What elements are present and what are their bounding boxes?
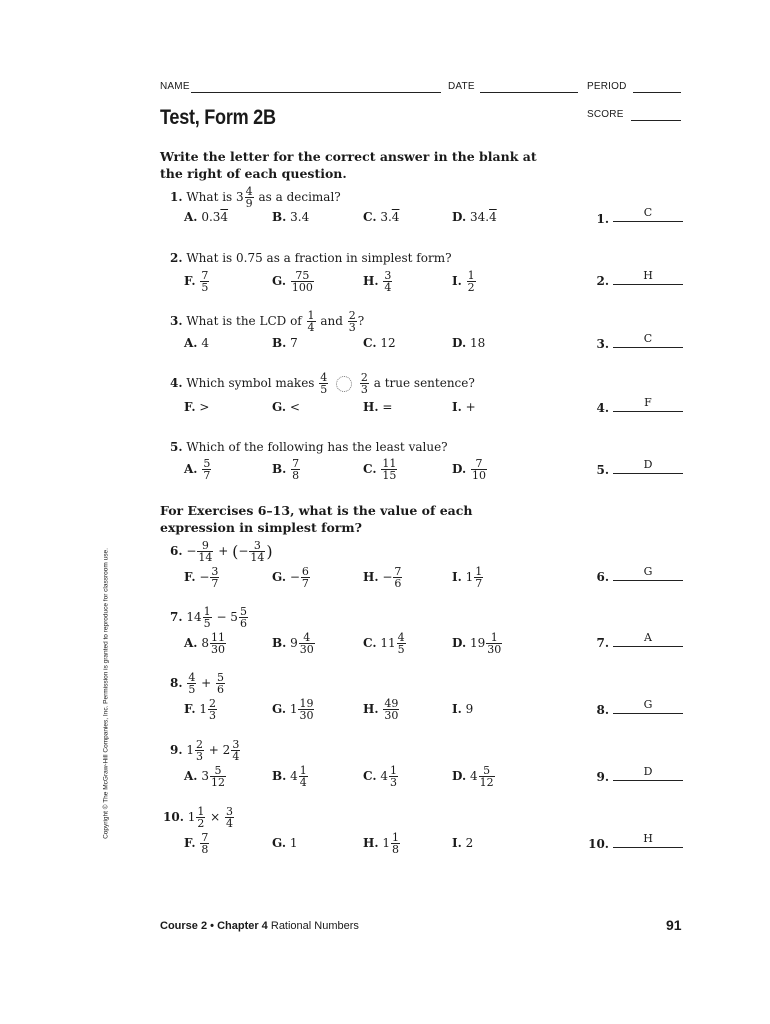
option-10h: H. 1 $\frac{1}{8}$ [363,831,399,856]
option-7b: B. 9 $\frac{4}{30}$ [272,631,314,656]
answer-number-6: 6. [596,570,609,584]
option-3d: D. 18 [452,336,486,350]
answer-blank-5[interactable]: D [613,459,683,474]
option-8f: F. 1 $\frac{2}{3}$ [184,697,216,722]
question-number: 6. [170,544,183,558]
option-2i: I. $\frac{1}{2}$ [452,269,475,294]
option-1a: A. 0.34 [184,210,229,224]
question-3: 3. What is the LCD of $\frac{1}{4}$ and $\frac{2}{3}$ ? [170,309,365,334]
option-3a: A. 4 [184,336,209,350]
option-6h: H. − $\frac{7}{6}$ [363,565,402,590]
answer-number-3: 3. [596,337,609,351]
answer-blank-3[interactable]: C [613,333,683,348]
answer-number-2: 2. [596,274,609,288]
course-label: Course 2 [160,920,208,932]
copyright-notice: Copyright © The McGraw-Hill Companies, Inc. Permission is granted to reproduce for classroom use. [102,548,110,839]
question-number: 10. [163,810,184,824]
period-label: PERIOD [587,81,627,92]
page-number: 91 [666,917,682,933]
answer-blank-8[interactable]: G [613,699,683,714]
question-number: 5. [170,440,183,454]
option-6g: G. − $\frac{6}{7}$ [272,565,309,590]
instructions-2: For Exercises 6–13, what is the value of each expression in simplest form? [160,503,473,535]
answer-blank-1[interactable]: C [613,207,683,222]
option-2h: H. $\frac{3}{4}$ [363,269,392,294]
option-9b: B. 4 $\frac{1}{4}$ [272,764,307,789]
option-4f: F. > [184,400,210,414]
answer-number-10: 10. [588,837,609,851]
option-2g: G. $\frac{75}{100}$ [272,269,313,294]
question-number: 2. [170,251,183,265]
question-10: 10. 1 $\frac{1}{2}$ × $\frac{3}{4}$ [163,805,234,830]
question-7: 7. 14 $\frac{1}{5}$ − 5 $\frac{5}{6}$ [170,605,247,630]
footer-bullet: • [210,920,214,932]
option-9c: C. 4 $\frac{1}{3}$ [363,764,397,789]
option-1c: C. 3.4 [363,210,400,224]
question-9: 9. 1 $\frac{2}{3}$ + 2 $\frac{3}{4}$ [170,738,240,763]
option-7a: A. 8 $\frac{11}{30}$ [184,631,225,656]
chapter-label: Chapter 4 [217,920,268,932]
option-1d: D. 34.4 [452,210,497,224]
answer-number-1: 1. [596,212,609,226]
question-8: 8. $\frac{4}{5}$ + $\frac{5}{6}$ [170,671,225,696]
date-field[interactable] [480,92,578,93]
option-5c: C. $\frac{11}{15}$ [363,457,397,482]
question-number: 4. [170,376,183,390]
option-8i: I. 9 [452,702,474,716]
option-4i: I. + [452,400,476,414]
option-3c: C. 12 [363,336,396,350]
option-10i: I. 2 [452,836,474,850]
option-4g: G. < [272,400,300,414]
option-10f: F. $\frac{7}{8}$ [184,831,209,856]
question-1: 1. What is 3 $\frac{4}{9}$ as a decimal? [170,185,341,210]
question-6: 6. − $\frac{9}{14}$ + (− $\frac{3}{14}$ ) [170,539,273,564]
question-number: 3. [170,314,183,328]
question-5: 5. Which of the following has the least value? [170,440,448,454]
option-6i: I. 1 $\frac{1}{7}$ [452,565,483,590]
option-5b: B. $\frac{7}{8}$ [272,457,300,482]
score-label: SCORE [587,109,624,120]
page-title: Test, Form 2B [160,106,276,129]
answer-number-9: 9. [596,770,609,784]
question-number: 8. [170,676,183,690]
answer-blank-10[interactable]: H [613,833,683,848]
option-9d: D. 4 $\frac{5}{12}$ [452,764,494,789]
answer-blank-4[interactable]: F [613,397,683,412]
name-field[interactable] [191,92,441,93]
option-8h: H. $\frac{49}{30}$ [363,697,399,722]
answer-number-4: 4. [596,401,609,415]
answer-number-8: 8. [596,703,609,717]
option-6f: F. − $\frac{3}{7}$ [184,565,219,590]
question-number: 1. [170,190,183,204]
question-number: 9. [170,743,183,757]
blank-symbol-icon [336,376,352,392]
question-number: 7. [170,610,183,624]
answer-blank-9[interactable]: D [613,766,683,781]
option-8g: G. 1 $\frac{19}{30}$ [272,697,314,722]
option-5d: D. $\frac{7}{10}$ [452,457,486,482]
option-9a: A. 3 $\frac{5}{12}$ [184,764,225,789]
answer-number-5: 5. [596,463,609,477]
option-4h: H. = [363,400,393,414]
date-label: DATE [448,81,475,92]
option-1b: B. 3.4 [272,210,310,224]
option-3b: B. 7 [272,336,298,350]
option-7d: D. 19 $\frac{1}{30}$ [452,631,502,656]
score-field[interactable] [631,120,681,121]
name-label: NAME [160,81,190,92]
answer-number-7: 7. [596,636,609,650]
option-5a: A. $\frac{5}{7}$ [184,457,211,482]
question-4: 4. Which symbol makes $\frac{4}{5}$ $\frac{2}{3}$ a true sentence? [170,371,475,396]
answer-blank-6[interactable]: G [613,566,683,581]
period-field[interactable] [633,92,681,93]
option-2f: F. $\frac{7}{5}$ [184,269,209,294]
question-2: 2. What is 0.75 as a fraction in simplest form? [170,251,452,265]
answer-blank-7[interactable]: A [613,632,683,647]
instructions-1: Write the letter for the correct answer in the blank at the right of each question. [160,149,537,181]
option-7c: C. 11 $\frac{4}{5}$ [363,631,405,656]
footer-course [160,920,359,932]
chapter-title: Rational Numbers [270,920,359,932]
option-10g: G. 1 [272,836,298,850]
answer-blank-2[interactable]: H [613,270,683,285]
